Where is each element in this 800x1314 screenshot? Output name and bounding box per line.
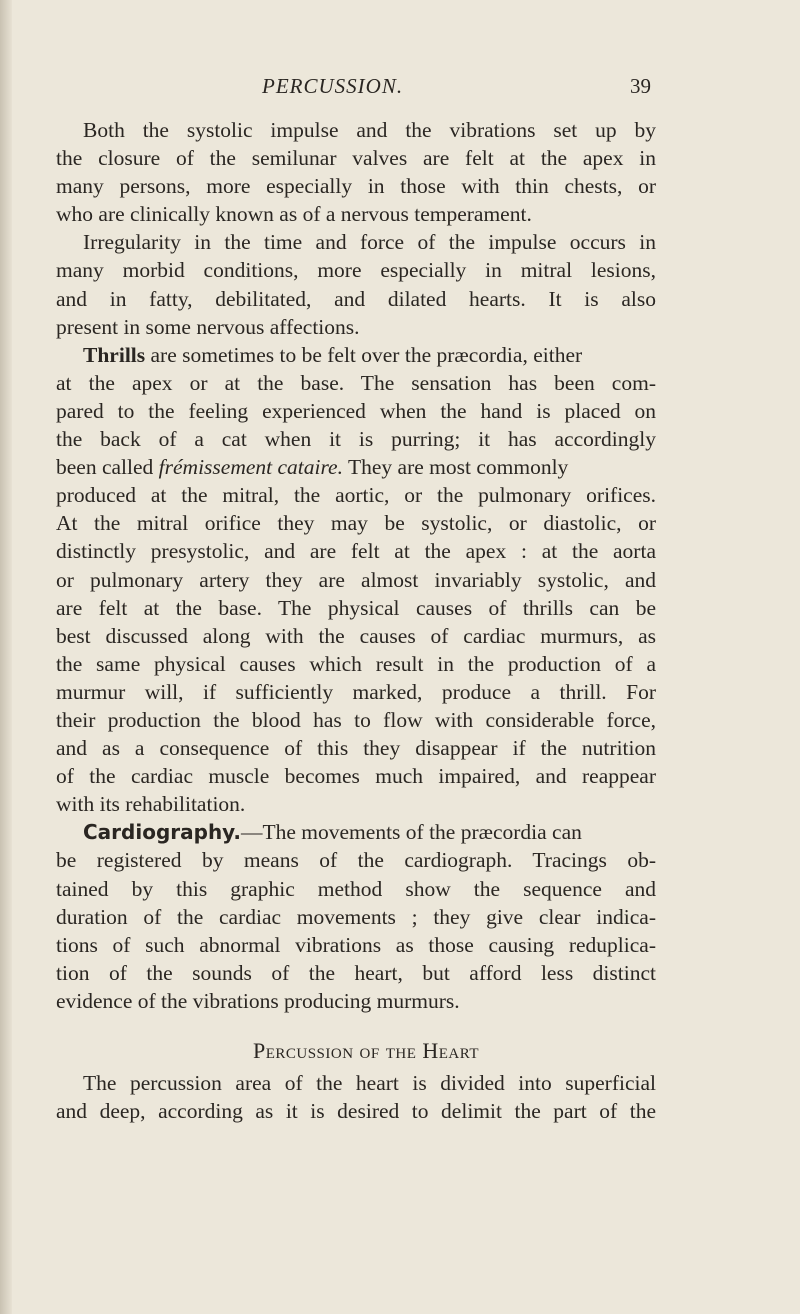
text-line: their production the blood has to flow with considerable force, (56, 707, 656, 732)
text-line: who are clinically known as of a nervous temperament. (56, 202, 532, 227)
text-line: present in some nervous affections. (56, 314, 360, 339)
text-line: duration of the cardiac movements ; they give clear indica- (56, 904, 656, 929)
text-run: been called (56, 455, 159, 480)
text-line: produced at the mitral, the aortic, or the pulmonary orifices. (56, 483, 656, 508)
text-line: murmur will, if sufficiently marked, produce a thrill. For (56, 679, 656, 704)
text-line: the closure of the semilunar valves are felt at the apex in (56, 146, 656, 171)
text-line: evidence of the vibrations producing murmurs. (56, 988, 460, 1013)
text-line: At the mitral orifice they may be systolic, or diastolic, or (56, 511, 656, 536)
text-line (56, 341, 656, 369)
page-number: 39 (630, 74, 651, 98)
text-line: are felt at the base. The physical causes of thrills can be (56, 595, 656, 620)
text-line: and deep, according as it is desired to delimit the part of the (56, 1099, 656, 1124)
body-text (56, 116, 656, 1125)
text-line: tion of the sounds of the heart, but afford less distinct (56, 960, 656, 985)
page-header (0, 74, 800, 104)
text-line: or pulmonary artery they are almost invariably systolic, and (56, 567, 656, 592)
text-line: many persons, more especially in those with thin chests, or (56, 174, 656, 199)
text-run: —The movements of the præcordia can (240, 820, 582, 845)
thrills-lead: Thrills (83, 342, 146, 367)
text-line: pared to the feeling experienced when the hand is placed on (56, 398, 656, 423)
text-line (56, 818, 656, 846)
text-line: many morbid conditions, more especially in mitral lesions, (56, 258, 656, 283)
text-line: best discussed along with the causes of cardiac murmurs, as (56, 623, 656, 648)
page-binding-edge (0, 0, 12, 1314)
fremissement-term: frémissement cataire. (158, 455, 343, 480)
text-line: with its rehabilitation. (56, 792, 246, 817)
text-line: The percussion area of the heart is divided into superficial (83, 1071, 656, 1095)
section-heading: Percussion of the Heart (252, 1038, 480, 1063)
text-line: of the cardiac muscle becomes much impaired, and reappear (56, 764, 656, 789)
text-line (56, 453, 656, 481)
text-line: the same physical causes which result in the production of a (56, 651, 656, 676)
cardiography-lead: Cardiography. (83, 820, 241, 845)
text-line: Both the systolic impulse and the vibrations set up by (83, 118, 656, 142)
text-line: tions of such abnormal vibrations as those causing reduplica- (56, 932, 656, 957)
text-line: Irregularity in the time and force of the impulse occurs in (83, 230, 656, 255)
text-run: They are most commonly (342, 455, 569, 480)
running-title: PERCUSSION. (262, 74, 404, 98)
text-line: at the apex or at the base. The sensation has been com- (56, 370, 656, 395)
text-line: be registered by means of the cardiograph. Tracings ob- (56, 848, 656, 873)
text-line: the back of a cat when it is purring; it has accordingly (56, 427, 656, 452)
text-line: distinctly presystolic, and are felt at the apex : at the aorta (56, 539, 656, 564)
text-run: are sometimes to be felt over the præcordia, either (145, 342, 583, 367)
text-line: and as a consequence of this they disappear if the nutrition (56, 736, 656, 761)
text-line: and in fatty, debilitated, and dilated hearts. It is also (56, 286, 656, 311)
text-line: tained by this graphic method show the sequence and (56, 876, 656, 901)
